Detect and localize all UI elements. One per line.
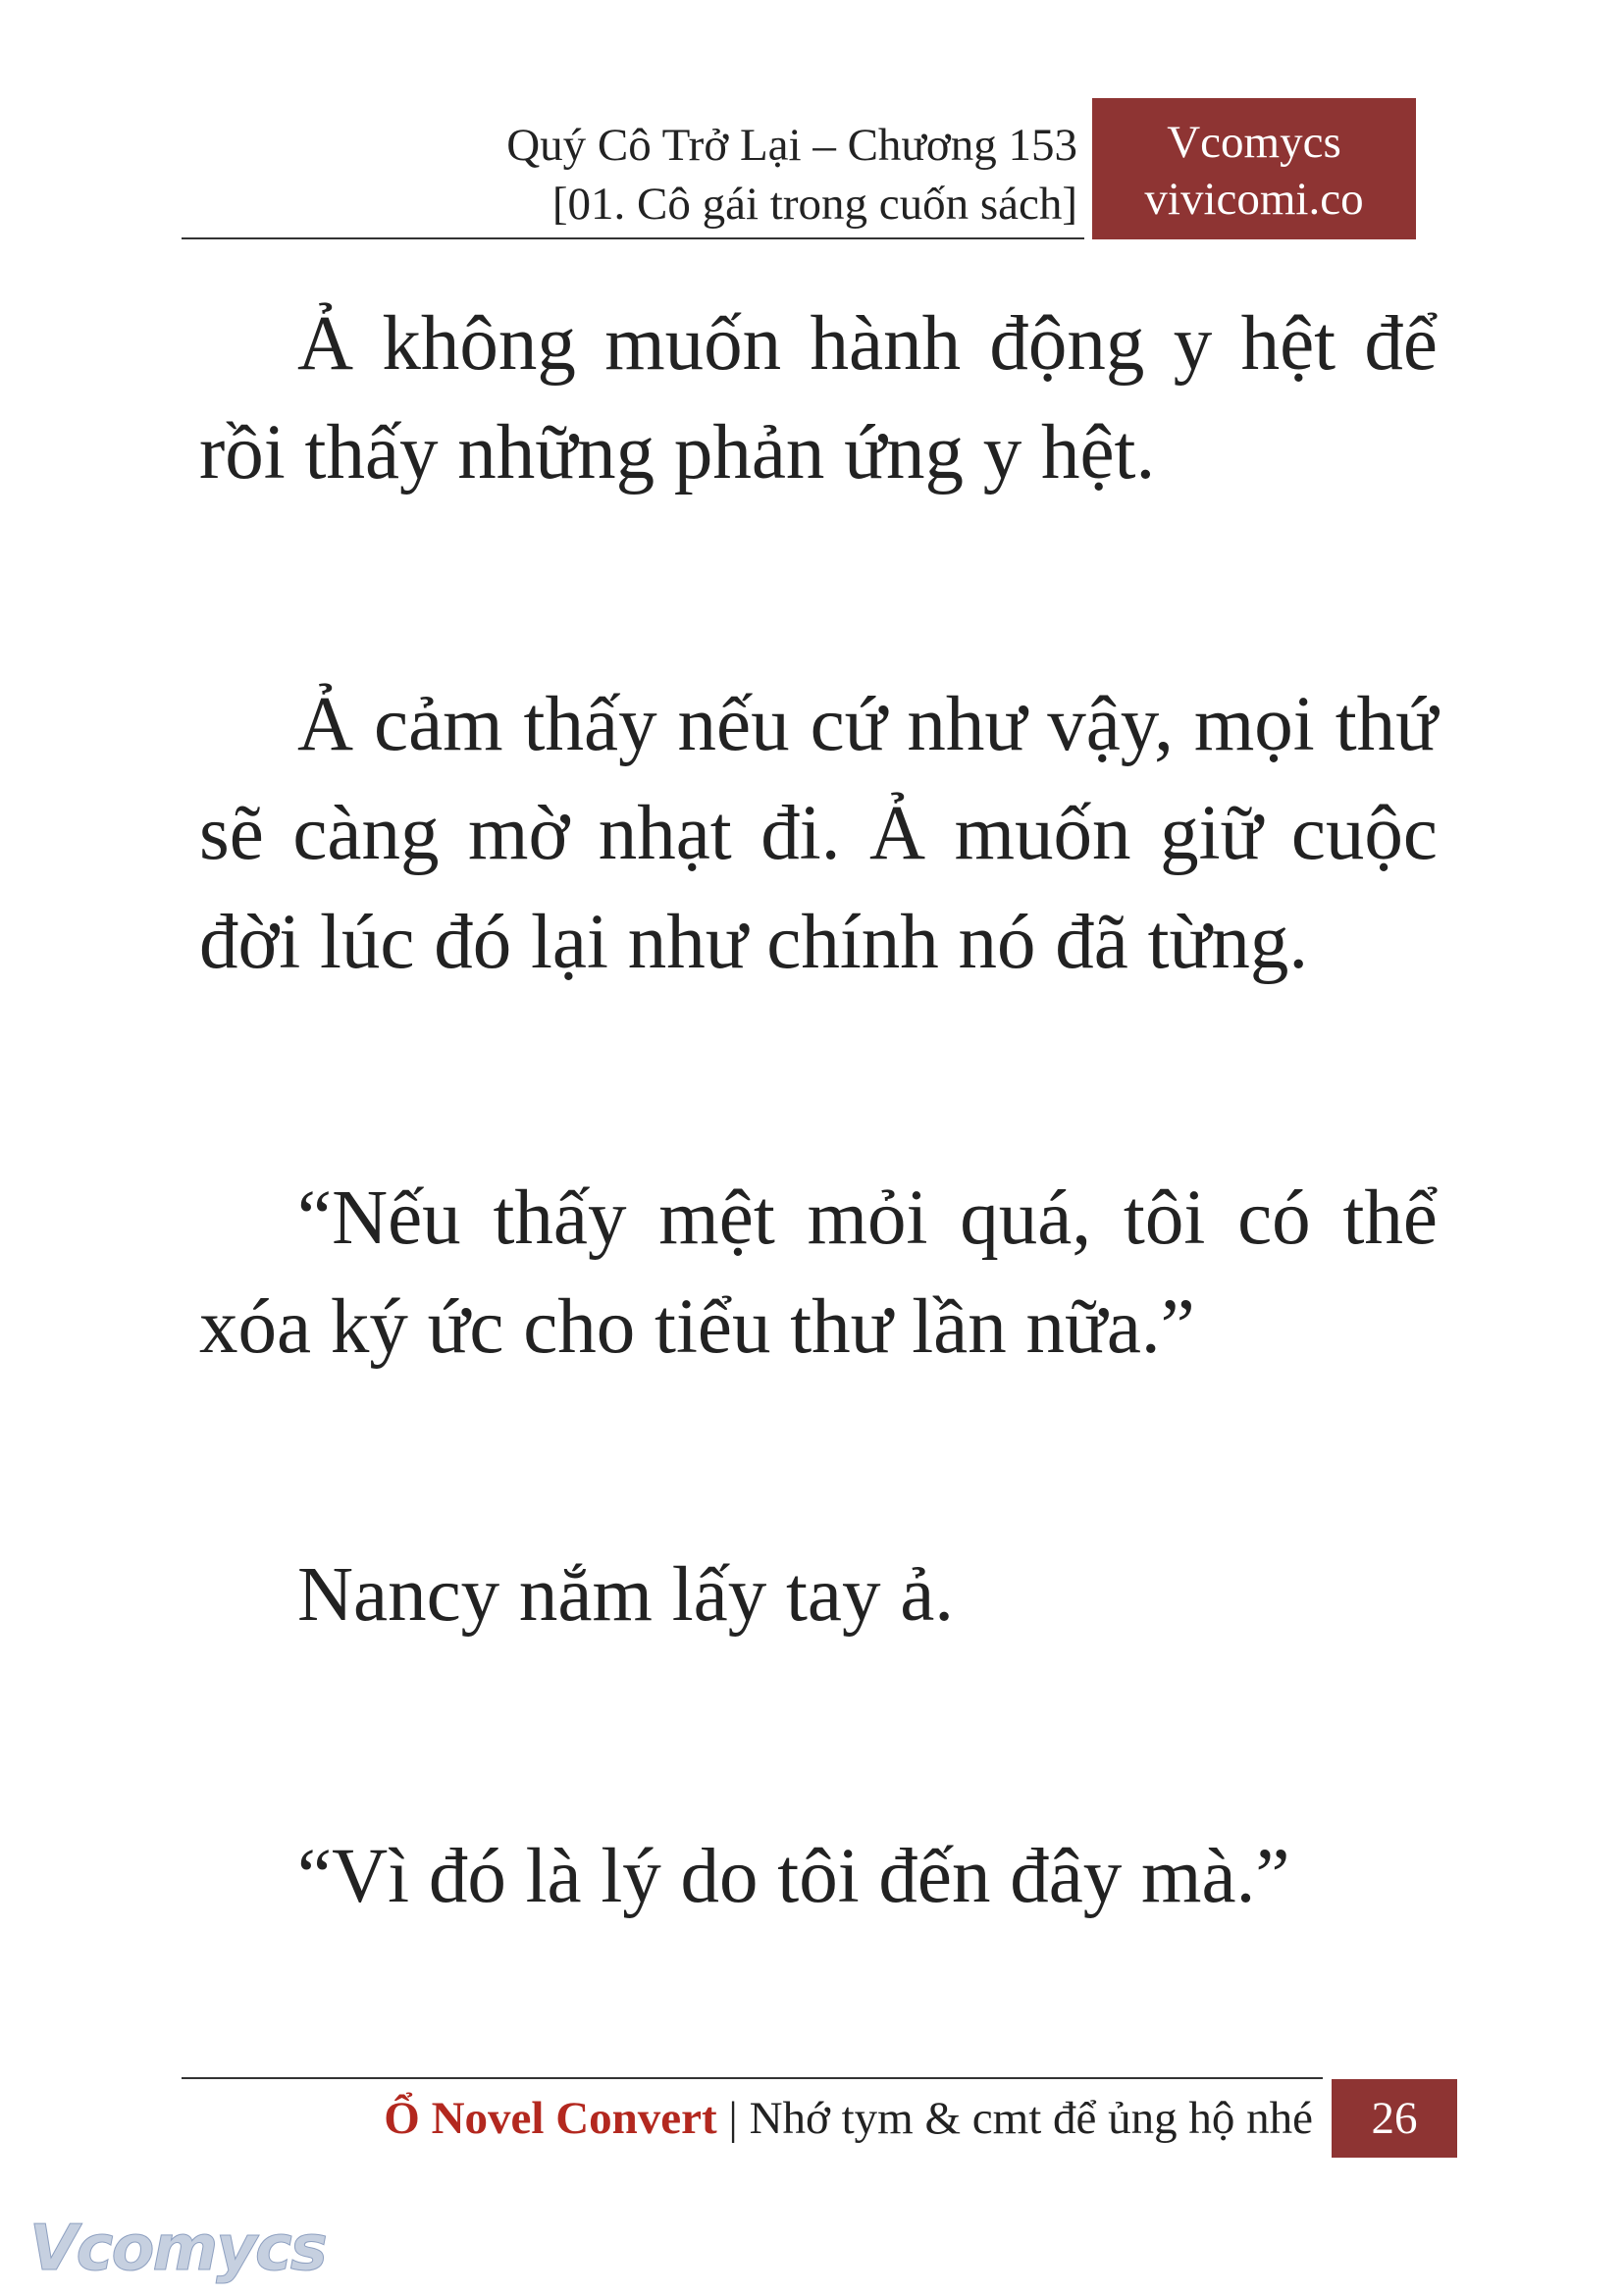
page-footer — [182, 2077, 1457, 2160]
footer-divider — [182, 2077, 1323, 2079]
brand-site: vivicomi.co — [1144, 174, 1364, 225]
footer-brand: Ổ Novel Convert — [384, 2093, 717, 2144]
page-number: 26 — [1332, 2079, 1457, 2158]
header-divider — [182, 237, 1084, 239]
footer-message: Nhớ tym & cmt để ủng hộ nhé — [749, 2093, 1313, 2144]
paragraph: “Vì đó là lý do tôi đến đây mà.” — [297, 1834, 1290, 1919]
story-body — [199, 289, 1438, 1931]
chapter-title: Quý Cô Trở Lại – Chương 153 — [506, 120, 1077, 171]
chapter-heading — [506, 116, 1077, 234]
page-header — [182, 98, 1416, 239]
brand-name: Vcomycs — [1167, 117, 1341, 168]
footer-credit — [384, 2089, 1313, 2148]
paragraph: Ả cảm thấy nếu cứ như vậy, mọi thứ sẽ càng mờ nhạt đi. Ả muốn giữ cuộc đời lúc đó lại như chính nó đã từng. — [199, 682, 1438, 985]
paragraph: Nancy nắm lấy tay ả. — [297, 1552, 955, 1638]
chapter-subtitle: [01. Cô gái trong cuốn sách] — [551, 179, 1077, 230]
watermark-logo: Vcomycs — [29, 2213, 326, 2285]
brand-badge — [1092, 98, 1416, 239]
footer-separator: | — [716, 2093, 750, 2144]
paragraph: Ả không muốn hành động y hệt để rồi thấy những phản ứng y hệt. — [199, 301, 1438, 496]
paragraph: “Nếu thấy mệt mỏi quá, tôi có thể xóa ký ức cho tiểu thư lần nữa.” — [199, 1175, 1438, 1370]
